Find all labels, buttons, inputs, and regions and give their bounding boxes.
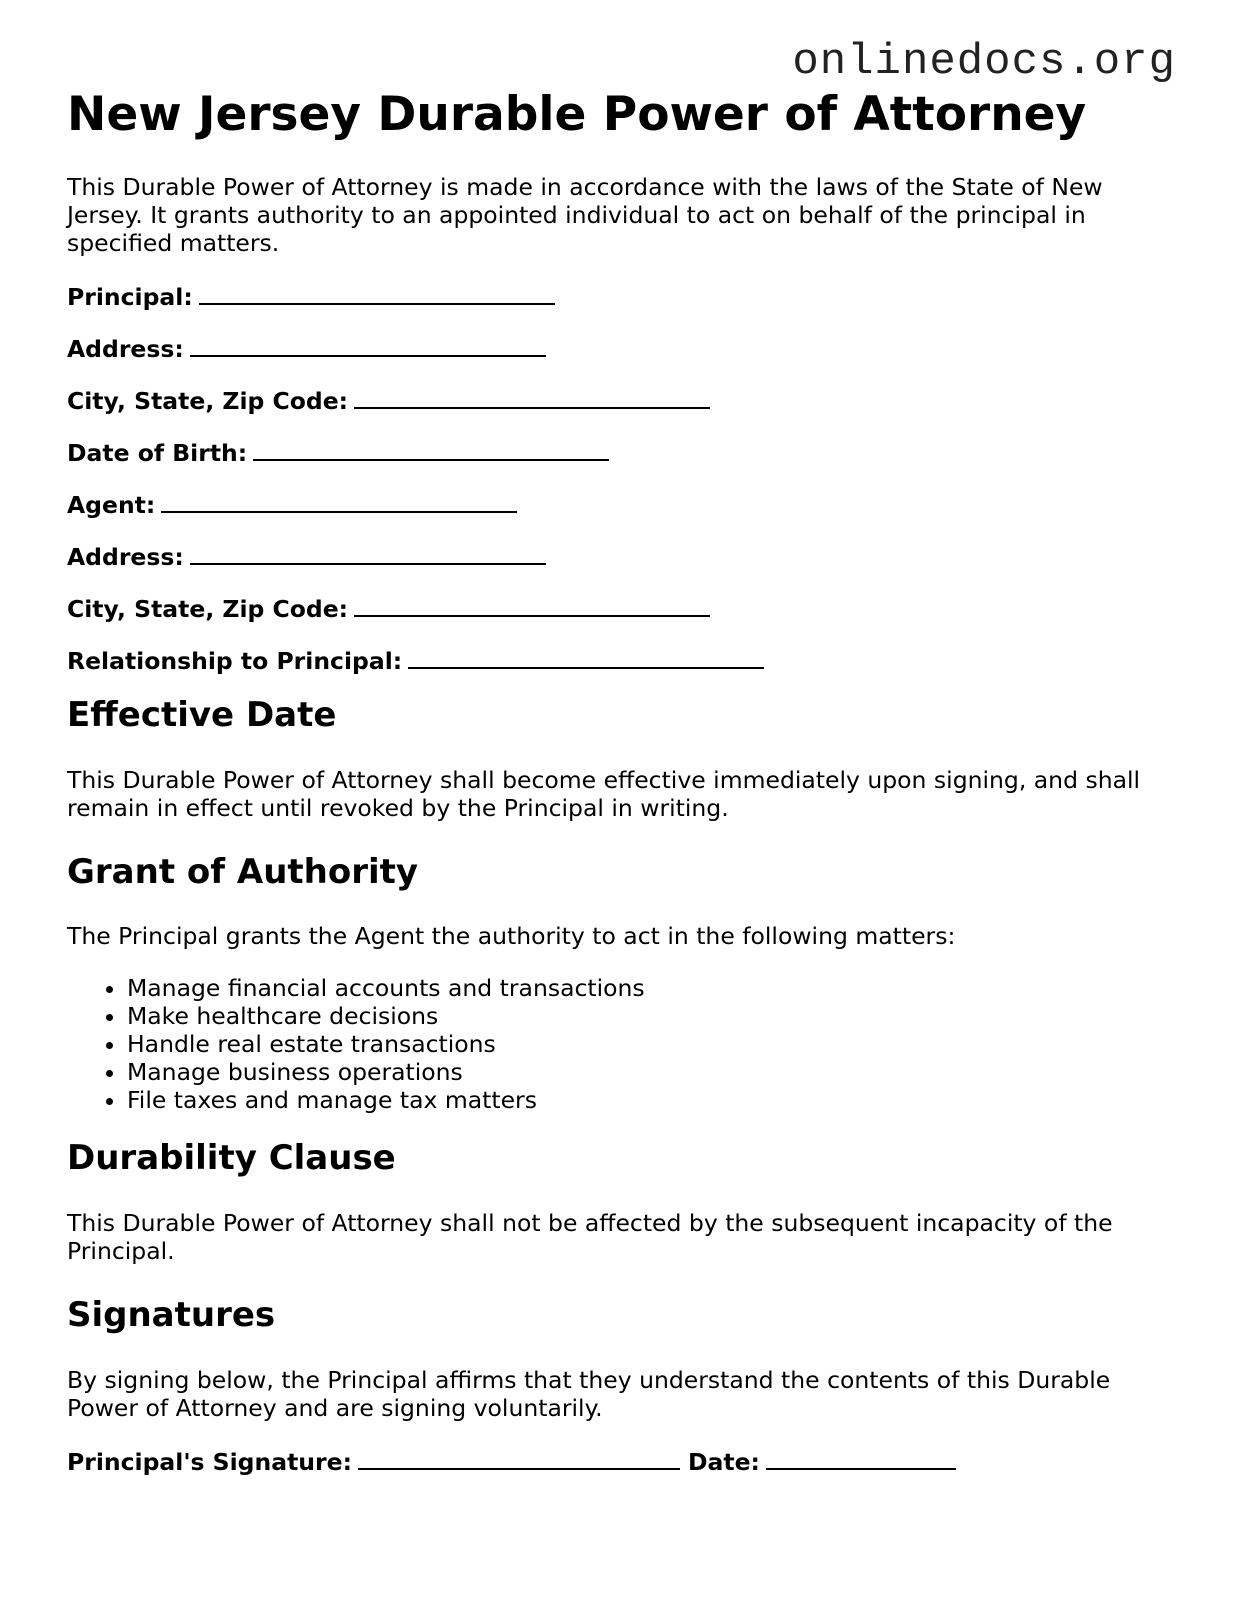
principal-city-field <box>67 385 1167 413</box>
watermark-logo: onlinedocs.org <box>792 37 1176 87</box>
agent-label: Agent: <box>67 490 156 519</box>
grant-authority-heading: Grant of Authority <box>67 851 419 892</box>
signature-blank[interactable] <box>358 1446 680 1470</box>
list-item: • Make healthcare decisions <box>127 1002 1167 1030</box>
date-label: Date: <box>687 1447 760 1476</box>
list-item: • Handle real estate transactions <box>127 1030 1167 1058</box>
relationship-blank[interactable] <box>408 645 764 669</box>
agent-address-field <box>67 541 1167 569</box>
relationship-field <box>67 645 1167 673</box>
list-item: • Manage financial accounts and transactions <box>127 974 1167 1002</box>
principal-blank[interactable] <box>199 281 555 305</box>
principal-address-field <box>67 333 1167 361</box>
durability-heading: Durability Clause <box>67 1138 396 1179</box>
date-blank[interactable] <box>766 1446 956 1470</box>
principal-field <box>67 281 1167 309</box>
agent-city-label: City, State, Zip Code: <box>67 594 349 623</box>
relationship-label: Relationship to Principal: <box>67 646 403 675</box>
effective-date-heading: Effective Date <box>67 694 337 735</box>
principal-label: Principal: <box>67 282 193 311</box>
effective-date-text: This Durable Power of Attorney shall become effective immediately upon signing, and shall remain in effect until revoked by the Principal in writing. <box>67 765 1141 822</box>
list-item: • Manage business operations <box>127 1058 1167 1086</box>
dob-label: Date of Birth: <box>67 438 248 467</box>
authority-list <box>67 974 1167 1114</box>
dob-field <box>67 437 1167 465</box>
document-page <box>67 86 1167 1474</box>
principal-city-label: City, State, Zip Code: <box>67 386 349 415</box>
agent-address-label: Address: <box>67 542 184 571</box>
dob-blank[interactable] <box>253 437 609 461</box>
agent-city-blank[interactable] <box>354 593 710 617</box>
agent-field <box>67 489 1167 517</box>
principal-address-blank[interactable] <box>190 333 546 357</box>
agent-address-blank[interactable] <box>190 541 546 565</box>
signature-label: Principal's Signature: <box>67 1447 352 1476</box>
signature-row <box>67 1446 1167 1474</box>
principal-address-label: Address: <box>67 334 184 363</box>
principal-city-blank[interactable] <box>354 385 710 409</box>
intro-paragraph: This Durable Power of Attorney is made in accordance with the laws of the State of New Jersey. It grants authority to an appointed individual to act on behalf of the principal in specified matters. <box>67 172 1103 257</box>
document-title: New Jersey Durable Power of Attorney <box>67 87 1087 142</box>
signatures-text: By signing below, the Principal affirms that they understand the contents of this Durable Power of Attorney and are signing voluntarily. <box>67 1365 1111 1422</box>
grant-authority-text: The Principal grants the Agent the authority to act in the following matters: <box>67 922 956 951</box>
list-item: • File taxes and manage tax matters <box>127 1086 1167 1114</box>
durability-text: This Durable Power of Attorney shall not be affected by the subsequent incapacity of the Principal. <box>67 1209 1113 1266</box>
signatures-heading: Signatures <box>67 1295 276 1336</box>
agent-city-field <box>67 593 1167 621</box>
agent-blank[interactable] <box>161 489 517 513</box>
